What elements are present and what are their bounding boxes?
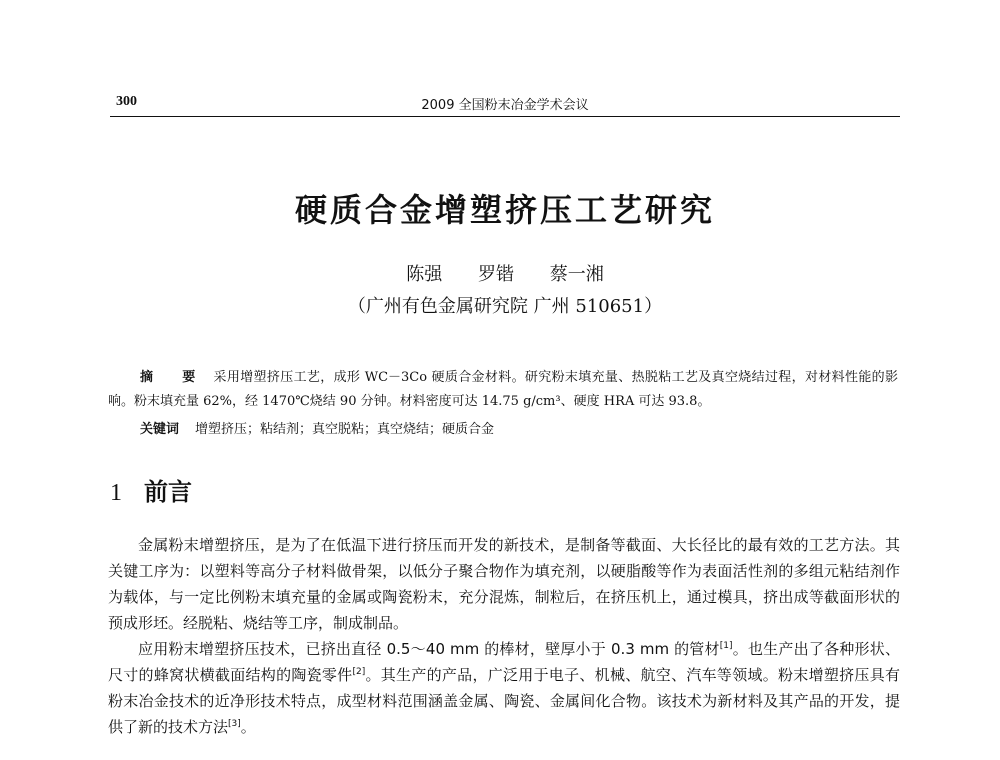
journal-title: 2009 全国粉末冶金学术会议 <box>421 98 589 113</box>
author-affiliation: （广州有色金属研究院 广州 510651） <box>347 296 663 317</box>
body-paragraph: 金属粉末增塑挤压，是为了在低温下进行挤压而开发的新技术，是制备等截面、大长径比的最有效的工艺方法。其关键工序为：以塑料等高分子材料做骨架，以低分子聚合物作为填充剂，以硬脂酸等作为表面活性剂的多组元粘结剂作为载体，与一定比例粉末填充量的金属或陶瓷粉末，充分混炼，制粒后，在挤压机上，通过模具，挤出成等截面形状的预成形坯。经脱粘、烧结等工序，制成制品。 <box>108 536 900 632</box>
section-title: 前言 <box>144 477 192 506</box>
author-name: 罗锴 <box>478 264 514 285</box>
running-header <box>110 94 900 117</box>
body-text-run: 应用粉末增塑挤压技术，已挤出直径 0.5～40 mm 的棒材，壁厚小于 0.3 mm 的管材 <box>138 640 720 658</box>
abstract-text: 采用增塑挤压工艺，成形 WC－3Co 硬质合金材料。研究粉末填充量、热脱粘工艺及真空烧结过程，对材料性能的影响。粉末填充量 62%，经 1470℃烧结 90 分钟。材料密度可达 14.75 g/cm³、硬度 HRA 可达 93.8。 <box>108 370 898 409</box>
section-body <box>108 532 900 740</box>
citation-ref[interactable]: [2] <box>352 667 366 677</box>
author-name: 陈强 <box>406 264 443 285</box>
citation-ref[interactable]: [3] <box>228 719 241 729</box>
abstract-label: 摘 要 <box>140 370 208 385</box>
author-name: 蔡一湘 <box>549 264 604 285</box>
page-number: 300 <box>116 94 137 109</box>
section-number: 1 <box>110 480 122 506</box>
body-text-run: 。也生产出了各种形状、尺寸的蜂窝状横截面结构的陶瓷零件 <box>108 640 900 684</box>
keywords <box>108 418 898 442</box>
author-list <box>110 260 900 286</box>
abstract <box>108 366 898 414</box>
section-heading <box>110 472 192 507</box>
body-paragraph <box>108 636 900 740</box>
body-text-run: 。 <box>240 718 256 736</box>
citation-ref[interactable]: [1] <box>719 641 733 651</box>
body-text-run: 。其生产的产品，广泛用于电子、机械、航空、汽车等领域。粉末增塑挤压具有粉末冶金技术的近净形技术特点，成型材料范围涵盖金属、陶瓷、金属间化合物。该技术为新材料及其产品的开发，提供了新的技术方法 <box>108 666 900 736</box>
keywords-label: 关键词 <box>140 422 180 437</box>
paper-title: 硬质合金增塑挤压工艺研究 <box>294 191 715 229</box>
keywords-text: 增塑挤压；粘结剂；真空脱粘；真空烧结；硬质合金 <box>195 422 495 437</box>
